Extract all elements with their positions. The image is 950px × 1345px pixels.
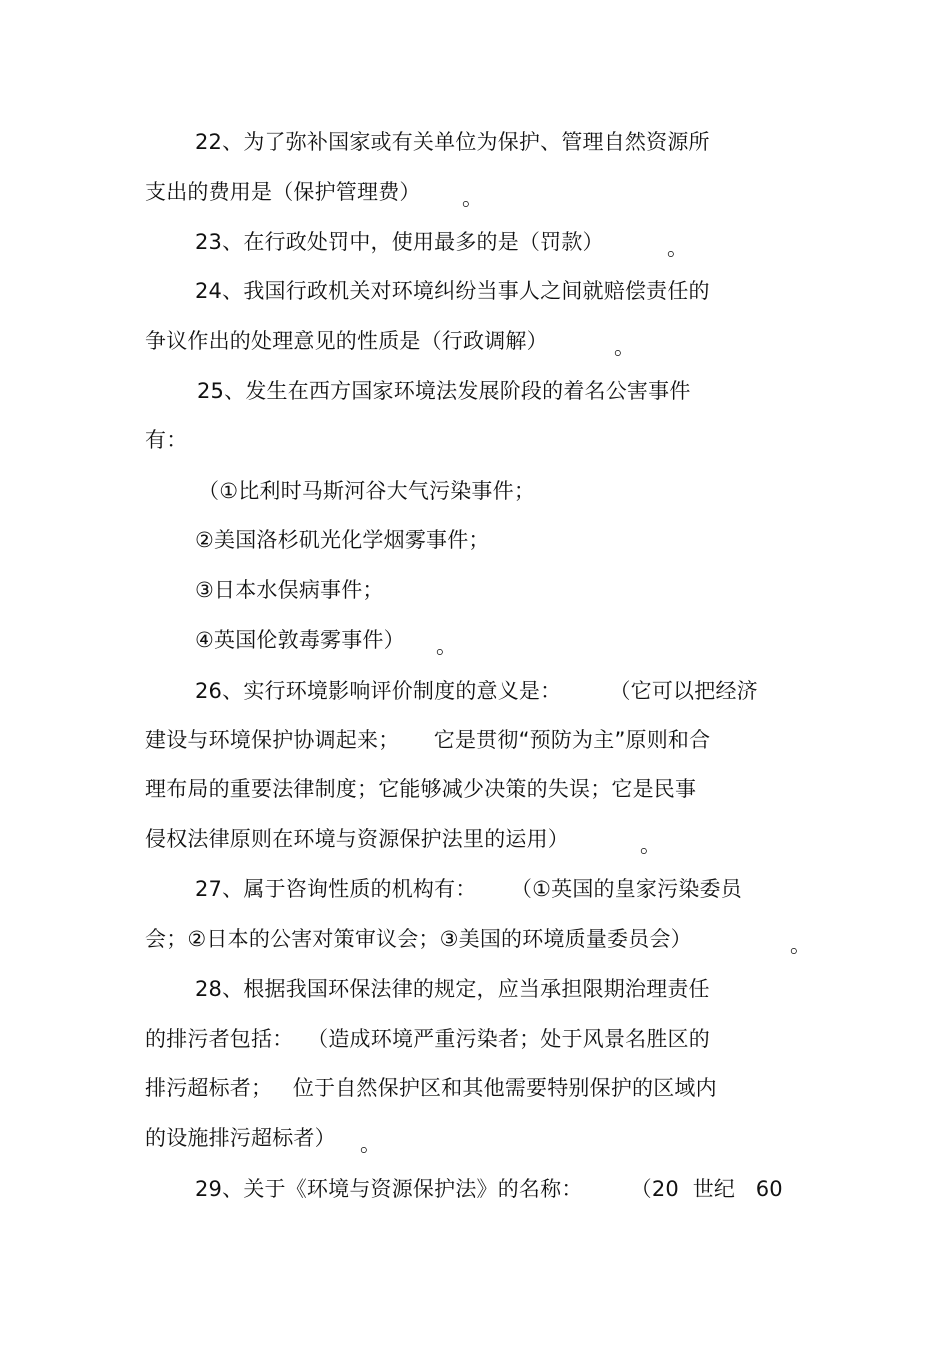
text-line: ③日本水俣病事件； <box>195 578 384 602</box>
text-line: 有： <box>145 428 188 452</box>
sentence-period: 。 <box>790 933 811 957</box>
text-line: 27、属于咨询性质的机构有： （①英国的皇家污染委员 <box>195 877 742 901</box>
sentence-period: 。 <box>614 335 635 359</box>
text-line: 29、关于《环境与资源保护法》的名称： （20 世纪 60 <box>195 1177 783 1201</box>
sentence-period: 。 <box>436 634 457 658</box>
text-line: 25、发生在西方国家环境法发展阶段的着名公害事件 <box>197 379 691 403</box>
text-line: 排污超标者； 位于自然保护区和其他需要特别保护的区域内 <box>145 1076 717 1100</box>
text-line: 争议作出的处理意见的性质是（行政调解） <box>145 329 548 353</box>
text-line: 支出的费用是（保护管理费） <box>145 180 421 204</box>
text-line: ④英国伦敦毒雾事件） <box>195 628 405 652</box>
sentence-period: 。 <box>462 186 483 210</box>
sentence-period: 。 <box>360 1132 381 1156</box>
text-line: 22、为了弥补国家或有关单位为保护、管理自然资源所 <box>195 130 710 154</box>
text-line: ②美国洛杉矶光化学烟雾事件； <box>195 528 490 552</box>
text-line: 26、实行环境影响评价制度的意义是： （它可以把经济 <box>195 679 758 703</box>
text-line: 24、我国行政机关对环境纠纷当事人之间就赔偿责任的 <box>195 279 710 303</box>
text-line: 的设施排污超标者） <box>145 1126 336 1150</box>
text-line: 理布局的重要法律制度；它能够减少决策的失误；它是民事 <box>145 777 697 801</box>
text-line: 建设与环境保护协调起来； 它是贯彻“预防为主”原则和合 <box>145 728 711 752</box>
text-line: 会；②日本的公害对策审议会；③美国的环境质量委员会） <box>145 927 692 951</box>
text-line: 侵权法律原则在环境与资源保护法里的运用） <box>145 827 569 851</box>
text-line: （①比利时马斯河谷大气污染事件； <box>198 479 536 503</box>
sentence-period: 。 <box>667 236 688 260</box>
text-line: 23、在行政处罚中，使用最多的是（罚款） <box>195 230 604 254</box>
text-line: 的排污者包括： （造成环境严重污染者；处于风景名胜区的 <box>145 1027 710 1051</box>
sentence-period: 。 <box>640 833 661 857</box>
text-line: 28、根据我国环保法律的规定，应当承担限期治理责任 <box>195 977 710 1001</box>
